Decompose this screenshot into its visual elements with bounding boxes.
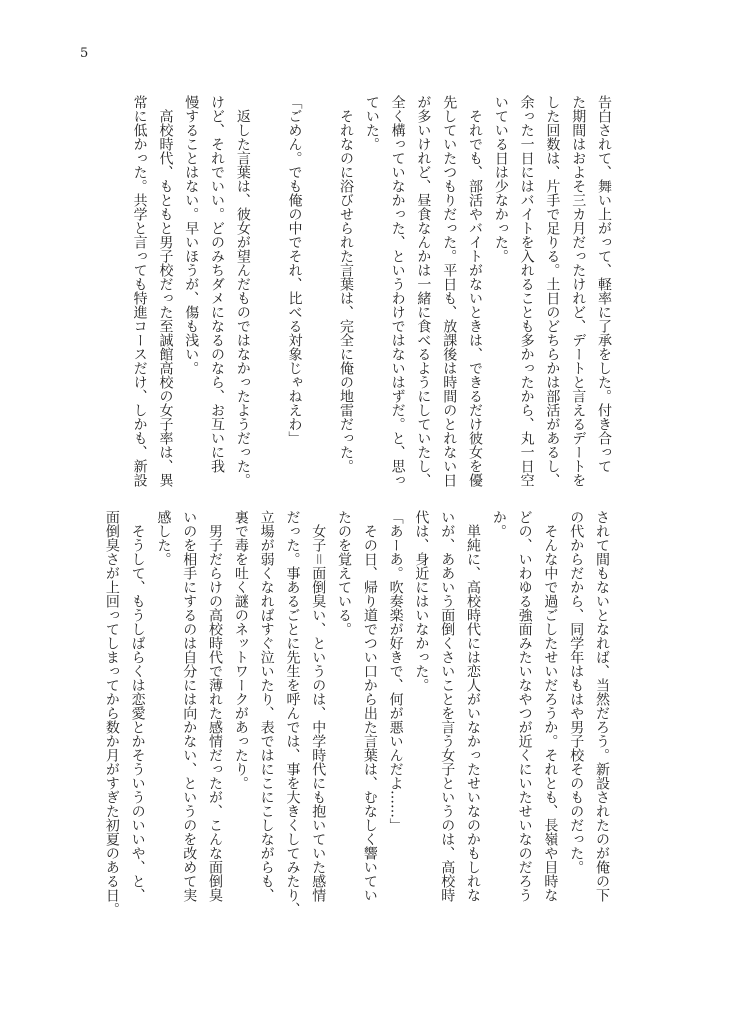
text-line: その日、帰り道でつい口から出た言葉は、むなしく響いてい [361, 510, 378, 902]
text-line: 代は、身近にはいなかった。 [413, 510, 430, 692]
text-line: 裏で毒を吐く謎のネットワークがあったり。 [232, 510, 249, 790]
text-line: した回数は、片手で足りる。土日のどちらかは部活があるし、 [544, 95, 561, 487]
text-line: が多いけれど、昼食なんかは一緒に食べるようにしていたし、 [415, 95, 432, 487]
text-line: 単純に、高校時代には恋人がいなかったせいなのかもしれな [465, 510, 482, 902]
text-line: それなのに浴びせられた言葉は、完全に俺の地雷だった。 [338, 95, 355, 473]
text-line: いのを相手にするのは自分には向かない、というのを改めて実 [181, 510, 198, 902]
text-line: 全く構っていなかった、というわけではないはずだ。と、思っ [389, 95, 406, 487]
text-line: 高校時代、もともと男子校だった至誠館高校の女子率は、異 [157, 95, 174, 487]
text-line: けど、それでいい。どのみちダメになるのなら、お互いに我 [209, 95, 226, 473]
text-line: 先していたつもりだった。平日も、放課後は時間のとれない日 [441, 95, 458, 487]
text-line: 慢することはない。早いほうが、傷も浅い。 [183, 95, 200, 375]
text-line: 感した。 [155, 510, 172, 566]
text-line: そうして、もうしばらくは恋愛とかそういうのいいや、と、 [129, 510, 146, 902]
text-line: 常に低かった。共学と言っても特進コースだけ、しかも、新設 [131, 95, 148, 487]
text-line: 男子だらけの高校時代で薄れた感情だったが、こんな面倒臭 [207, 510, 224, 902]
text-line: 立場が弱くなればすぐ泣いたり、表ではにこにこしながらも、 [258, 510, 275, 902]
text-line: それでも、部活やバイトがないときは、できるだけ彼女を優 [467, 95, 484, 487]
text-line: 返した言葉は、彼女が望んだものではなかったようだった。 [234, 95, 251, 487]
lower-text-block [98, 510, 614, 940]
text-line: た期間はおよそ三カ月だったけれど、デートと言えるデートを [570, 95, 587, 487]
text-line: か。 [490, 510, 507, 538]
text-line: 「ごめん。でも俺の中でそれ、比べる対象じゃねえわ」 [286, 95, 303, 445]
text-line [255, 95, 281, 485]
text-line: そんな中で過ごしたせいだろうか。それとも、長嶺や目時な [542, 510, 559, 902]
text-line: されて間もないとなれば、当然だろう。新設されたのが俺の下 [594, 510, 610, 902]
text-line: どの、いわゆる強面みたいなやつが近くにいたせいなのだろう [516, 510, 533, 902]
text-line: 余った一日にはバイトを入れることも多かったから、丸一日空 [518, 95, 535, 487]
text-line: 「あーあ。吹奏楽が好きで、何が悪いんだよ……」 [387, 510, 404, 832]
text-line: いが、ああいう面倒くさいことを言う女子というのは、高校時 [439, 510, 456, 902]
upper-text-block [126, 95, 616, 485]
page-number: 5 [80, 46, 89, 61]
text-line: たのを覚えている。 [336, 510, 353, 636]
text-line [306, 95, 332, 485]
text-line: 女子＝面倒臭い、というのは、中学時代にも抱いていた感情 [310, 510, 327, 902]
text-line: ていた。 [363, 95, 380, 151]
text-line: の代からだから、同学年はもはや男子校そのものだった。 [568, 510, 585, 874]
text-line: いている日は少なかった。 [492, 95, 509, 263]
text-line: だった。事あるごとに先生を呼んでは、事を大きくしてみたり、 [284, 510, 301, 916]
text-line: 告白されて、舞い上がって、軽率に了承をした。付き合って [596, 95, 612, 473]
text-line: 面倒臭さが上回ってしまってから数か月がすぎた初夏のある日。 [103, 510, 120, 916]
